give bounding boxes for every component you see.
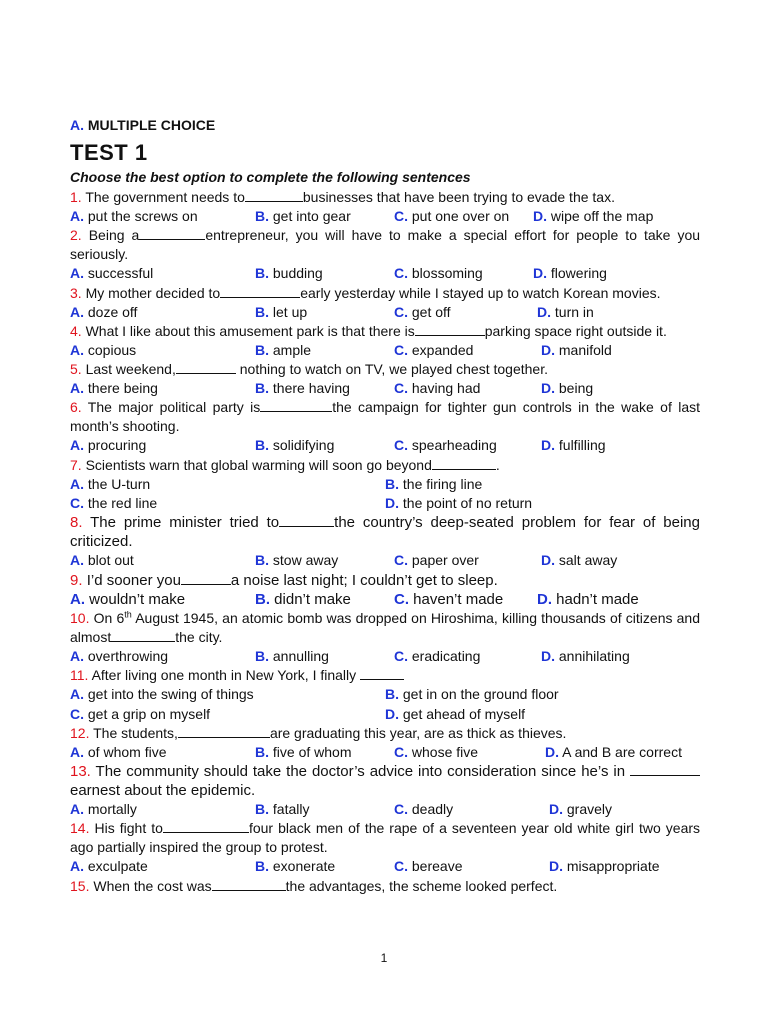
option-text: put one over on [411,208,510,224]
option-text: five of whom [272,743,352,760]
option-letter: B. [255,303,269,320]
option-b[interactable] [255,207,394,226]
options-6 [70,436,700,455]
options-5 [70,379,700,398]
option-letter: C. [394,647,408,664]
option-text: A and B are correct [562,743,682,760]
question-text: The government needs to [85,189,245,205]
option-text: wipe off the map [550,208,654,224]
option-letter: B. [255,590,270,608]
answer-blank [245,189,303,202]
question-number: 12. [70,724,90,741]
option-b[interactable] [255,436,394,455]
option-text: get into gear [272,208,351,224]
question-10 [70,609,700,647]
question-text: August 1945, an atomic bomb was dropped on Hiroshima, killing thousands of citizens and almost [70,609,701,645]
answer-blank [432,457,496,470]
option-c[interactable] [70,705,385,724]
option-a[interactable] [70,551,255,570]
option-text: expanded [411,341,474,358]
question-text: four black men of the rape of a seventeen year old white girl two years ago partially inspired the group to protest. [70,820,701,856]
option-letter: D. [541,552,555,569]
question-4 [70,322,700,341]
option-d[interactable] [385,494,700,513]
option-letter: D. [533,265,547,282]
question-text: After living one month in New York, I finally [91,667,361,684]
option-text: the firing line [402,475,483,492]
option-letter: A. [70,686,84,703]
option-letter: D. [385,495,399,512]
option-letter: C. [70,705,84,722]
question-12 [70,724,700,743]
option-letter: A. [70,475,84,492]
option-text: budding [272,265,323,282]
option-text: turn in [554,303,594,320]
option-letter: A. [70,208,84,224]
answer-blank [360,667,404,680]
option-text: hadn’t made [556,590,639,608]
answer-blank [220,285,300,298]
option-text: having had [411,380,481,397]
option-c[interactable] [394,207,533,226]
option-d[interactable] [541,341,612,360]
option-letter: D. [537,590,552,608]
question-number: 15. [70,877,90,894]
question-13 [70,762,700,800]
option-letter: B. [255,380,269,397]
option-b[interactable] [385,475,700,494]
question-number: 9. [70,571,83,589]
option-text: ample [272,341,312,358]
question-list [70,188,700,896]
option-letter: B. [255,208,269,224]
option-d[interactable] [541,647,630,666]
option-letter: C. [394,265,408,282]
option-text: manifold [558,341,612,358]
question-number: 5. [70,361,82,378]
option-letter: C. [394,437,408,454]
question-text: I’d sooner you [86,571,181,589]
question-text: His fight to [94,820,163,837]
answer-blank [181,572,231,585]
options-2 [70,264,700,283]
options-11-row-1 [70,685,700,704]
option-b[interactable] [255,857,394,876]
options-11-row-2 [70,705,700,724]
option-text: fulfilling [558,437,606,454]
options-14 [70,857,700,876]
answer-blank [415,323,485,336]
option-text: being [558,380,594,397]
option-c[interactable] [394,264,533,283]
option-letter: A. [70,647,84,664]
option-text: get in on the ground floor [402,686,559,703]
option-text: annihilating [558,647,630,664]
option-letter: B. [255,647,269,664]
answer-blank [279,514,334,527]
test-title: TEST 1 [70,140,148,165]
option-text: solidifying [272,437,335,454]
option-text: blot out [87,552,134,569]
option-letter: B. [255,858,269,875]
option-letter: C. [394,303,408,320]
section-heading [70,117,215,133]
option-letter: C. [394,743,408,760]
question-number: 11. [70,667,89,684]
option-text: successful [87,265,154,282]
option-b[interactable] [255,341,394,360]
question-text: The prime minister tried to [90,514,280,532]
instructions: Choose the best option to complete the following sentences [70,169,471,185]
option-letter: A. [70,265,84,282]
option-a[interactable] [70,341,255,360]
option-letter: A. [70,590,85,608]
option-text: stow away [272,552,339,569]
option-text: didn’t make [274,590,351,608]
question-number: 14. [70,820,90,837]
options-4 [70,341,700,360]
option-letter: C. [394,552,408,569]
option-d[interactable] [385,705,700,724]
option-d[interactable] [533,264,607,283]
option-text: exculpate [87,858,148,875]
option-a[interactable] [70,800,255,819]
option-text: misappropriate [566,858,660,875]
option-a[interactable] [70,379,255,398]
option-a[interactable] [70,303,255,322]
question-9 [70,571,700,590]
question-number: 2. [70,227,82,244]
option-text: eradicating [411,647,481,664]
option-text: doze off [87,303,138,320]
option-a[interactable] [70,685,385,704]
question-3 [70,284,700,303]
option-text: of whom five [87,743,167,760]
question-5 [70,360,700,379]
option-letter: D. [541,341,555,358]
option-b[interactable] [255,743,394,762]
answer-blank [139,227,205,240]
option-letter: C. [394,380,408,397]
option-text: haven’t made [413,590,504,608]
question-text: The community should take the doctor’s advice into consideration since he’s in [95,763,626,781]
question-number: 13. [70,763,91,781]
option-letter: B. [255,265,269,282]
options-3 [70,303,700,322]
question-14 [70,819,700,857]
options-1 [70,207,700,226]
option-d[interactable] [549,800,612,819]
option-a[interactable] [70,590,255,609]
option-text: the U-turn [87,475,151,492]
option-d[interactable] [541,436,606,455]
option-c[interactable] [70,494,385,513]
question-text: the advantages, the scheme looked perfect. [285,877,558,894]
question-text: are graduating this year, are as thick as thieves. [269,724,567,741]
option-text: mortally [87,801,137,818]
option-b[interactable] [385,685,700,704]
options-8 [70,551,700,570]
option-b[interactable] [255,551,394,570]
option-c[interactable] [394,590,537,609]
question-text: The students, [93,724,178,741]
option-text: put the screws on [87,208,198,224]
option-b[interactable] [255,590,394,609]
option-text: copious [87,341,137,358]
option-letter: A. [70,552,84,569]
option-text: there having [272,380,350,397]
option-letter: C. [70,495,84,512]
option-letter: B. [255,552,269,569]
option-a[interactable] [70,436,255,455]
answer-blank [260,399,332,412]
option-b[interactable] [255,303,394,322]
page-number: 1 [380,951,388,965]
ordinal-suffix: th [124,609,132,620]
option-text: annulling [272,647,329,664]
option-letter: A. [70,341,84,358]
question-number: 1. [70,189,82,205]
option-text: the point of no return [402,495,533,512]
question-number: 8. [70,514,83,532]
option-letter: D. [545,743,559,760]
option-d[interactable] [537,303,594,322]
option-d[interactable] [541,379,593,398]
option-letter: D. [549,858,563,875]
section-letter: A. [70,117,84,133]
option-a[interactable] [70,207,255,226]
option-a[interactable] [70,857,255,876]
option-text: get into the swing of things [87,686,254,703]
option-letter: B. [255,341,269,358]
option-letter: B. [255,801,269,818]
option-text: gravely [566,801,613,818]
question-2 [70,226,700,264]
question-number: 10. [70,609,90,626]
option-letter: A. [70,743,84,760]
option-c[interactable] [394,743,545,762]
option-d[interactable] [541,551,617,570]
question-6 [70,398,700,436]
option-a[interactable] [70,475,385,494]
section-label: MULTIPLE CHOICE [87,117,216,133]
option-b[interactable] [255,379,394,398]
option-letter: C. [394,801,408,818]
option-letter: A. [70,303,84,320]
options-9 [70,590,700,609]
question-text: The major political party is [87,399,261,416]
option-text: salt away [558,552,618,569]
option-b[interactable] [255,800,394,819]
options-12 [70,743,700,762]
option-text: overthrowing [87,647,169,664]
option-text: blossoming [411,265,483,282]
answer-blank [212,878,286,891]
answer-blank [163,820,249,833]
option-text: get off [411,303,451,320]
option-letter: D. [541,437,555,454]
option-d[interactable] [533,207,653,226]
option-c[interactable] [394,857,549,876]
option-letter: D. [385,705,399,722]
option-text: there being [87,380,158,397]
question-number: 3. [70,284,82,301]
question-15 [70,877,700,896]
option-d[interactable] [549,857,660,876]
option-a[interactable] [70,743,255,762]
answer-blank [630,763,700,776]
question-number: 6. [70,399,82,416]
option-text: bereave [411,858,463,875]
option-text: get a grip on myself [87,705,211,722]
option-b[interactable] [255,647,394,666]
option-text: let up [272,303,308,320]
question-text: parking space right outside it. [484,322,667,339]
option-letter: D. [549,801,563,818]
question-text: early yesterday while I stayed up to watch Korean movies. [300,284,661,301]
option-c[interactable] [394,341,541,360]
options-10 [70,647,700,666]
option-c[interactable] [394,647,541,666]
option-c[interactable] [394,551,541,570]
question-1 [70,188,700,207]
question-text: When the cost was [93,877,212,894]
option-text: procuring [87,437,147,454]
options-7-row-2 [70,494,700,513]
question-text: On 6 [93,609,125,626]
question-number: 4. [70,322,82,339]
question-text: . [495,456,500,473]
question-text: Scientists warn that global warming will soon go beyond [85,456,432,473]
question-text: Last weekend, [85,361,176,378]
option-letter: B. [255,743,269,760]
answer-blank [176,361,236,374]
question-text: a noise last night; I couldn’t get to sleep. [230,571,498,589]
question-text: What I like about this amusement park is that there is [85,322,415,339]
option-c[interactable] [394,379,541,398]
option-c[interactable] [394,303,537,322]
option-text: get ahead of myself [402,705,526,722]
option-letter: A. [70,801,84,818]
option-text: fatally [272,801,310,818]
option-text: deadly [411,801,454,818]
question-7 [70,456,700,475]
option-a[interactable] [70,264,255,283]
question-number: 7. [70,456,82,473]
option-letter: A. [70,858,84,875]
option-text: wouldn’t make [89,590,186,608]
option-letter: B. [385,475,399,492]
option-letter: C. [394,208,408,224]
option-d[interactable] [545,743,682,762]
question-text: businesses that have been trying to evade the tax. [302,189,615,205]
option-letter: A. [70,437,84,454]
answer-blank [178,725,270,738]
question-text: the city. [175,628,223,645]
option-text: the red line [87,495,158,512]
options-13 [70,800,700,819]
option-letter: D. [541,380,555,397]
answer-blank [111,629,175,642]
question-text: nothing to watch on TV, we played chest together. [235,361,548,378]
question-8 [70,513,700,551]
option-letter: C. [394,341,408,358]
question-text: earnest about the epidemic. [70,782,256,800]
option-text: whose five [411,743,479,760]
option-letter: B. [385,686,399,703]
question-text: Being a [88,227,140,244]
question-text: the campaign for tighter gun controls in the wake of last month’s shooting. [70,399,700,435]
question-text: the country’s deep-seated problem for fear of being criticized. [70,514,700,551]
option-letter: D. [537,303,551,320]
option-a[interactable] [70,647,255,666]
question-11 [70,666,700,685]
option-text: spearheading [411,437,497,454]
option-text: exonerate [272,858,336,875]
option-letter: C. [394,590,409,608]
option-letter: D. [533,208,547,224]
option-letter: B. [255,437,269,454]
question-text: My mother decided to [85,284,221,301]
option-c[interactable] [394,436,541,455]
option-b[interactable] [255,264,394,283]
question-text: entrepreneur, you will have to make a special effort for people to take you seriously. [70,227,701,263]
option-d[interactable] [537,590,639,609]
option-letter: D. [541,647,555,664]
option-text: paper over [411,552,479,569]
option-letter: C. [394,858,408,875]
option-letter: A. [70,380,84,397]
option-c[interactable] [394,800,549,819]
option-text: flowering [550,265,607,282]
options-7-row-1 [70,475,700,494]
